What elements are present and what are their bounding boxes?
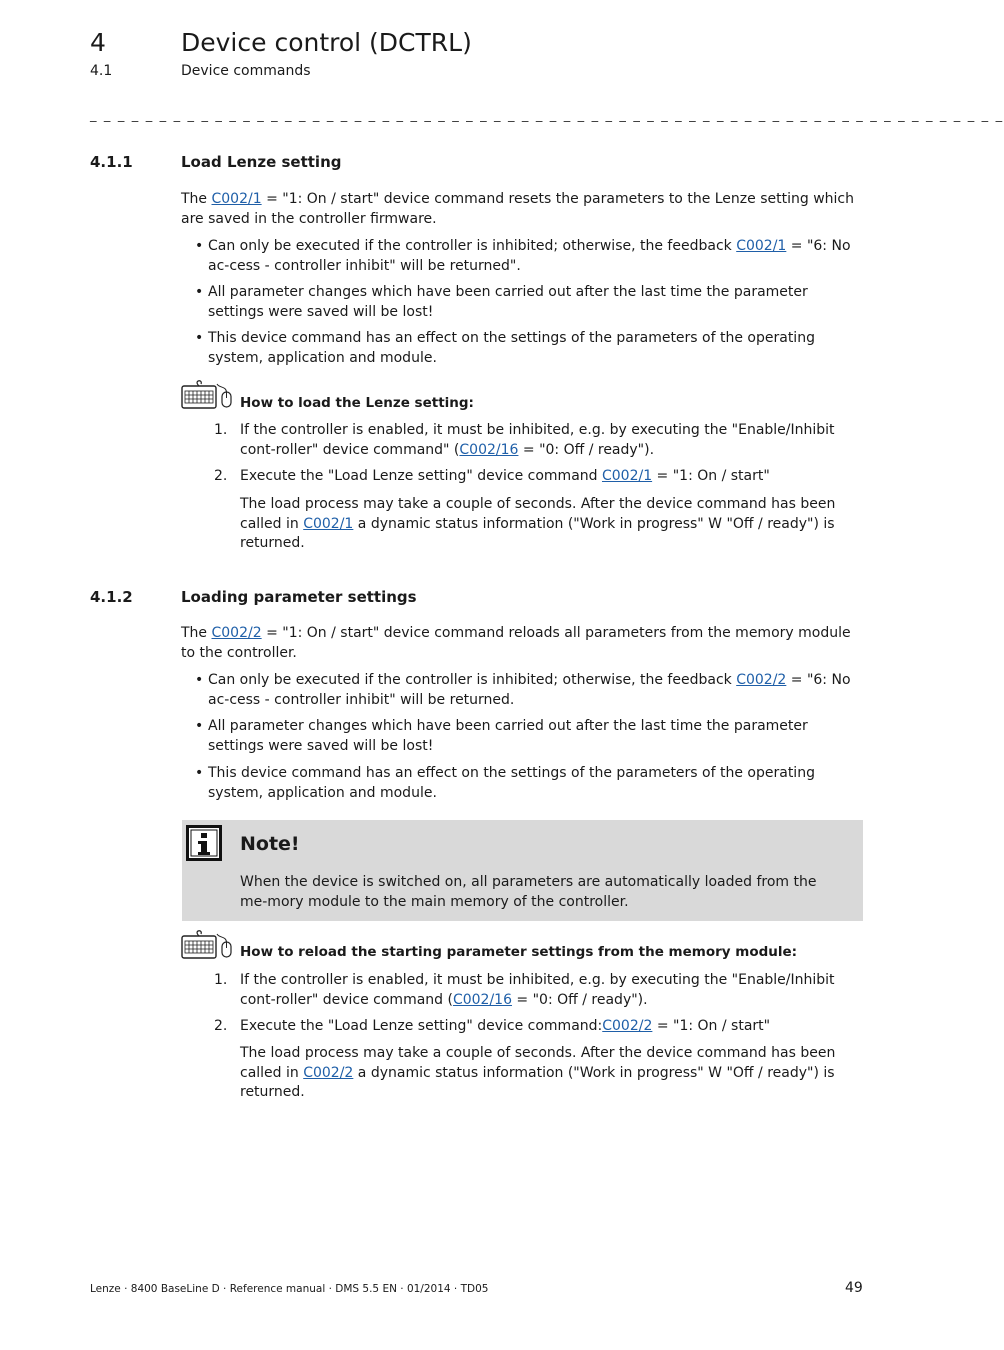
header-rule: _ _ _ _ _ _ _ _ _ _ _ _ _ _ _ _ _ _ _ _ _ _ _ _ _ _ _ _ _ _ _ _ _ _ _ _ _ _ _ _ _ _ _ _ _ _ _ _ _ _ _ _ _ _ _ _ _ _ _ _ _ _ _ _ _ _ — [90, 108, 1004, 123]
parameter-link[interactable]: C002/16 — [459, 441, 519, 458]
page-number: 49 — [845, 1280, 863, 1296]
parameter-link[interactable]: C002/1 — [601, 468, 653, 484]
parameter-link[interactable]: C002/2 — [736, 672, 787, 688]
section-number: 4.1.2 — [90, 588, 133, 606]
howto-heading: How to reload the starting parameter settings from the memory module: — [240, 944, 798, 960]
step-item: Execute the "Load Lenze setting" device command:C002/2 = "1: On / start" — [240, 1018, 771, 1034]
bullet-marker: • — [195, 330, 204, 346]
keyboard-mouse-icon — [181, 380, 233, 410]
chapter-title: Device control (DCTRL) — [181, 28, 472, 57]
step-result: The load process may take a couple of seconds. After the device command has been called in C002/1 a dynamic status information ("Work in progress" W "Off / ready") is returned. — [240, 496, 836, 551]
intro-paragraph: The C002/2 = "1: On / start" device command reloads all parameters from the memory module to the controller. — [181, 625, 851, 661]
bullet-item: All parameter changes which have been carried out after the last time the parameter settings were saved will be lost! — [208, 284, 808, 320]
bullet-item: All parameter changes which have been carried out after the last time the parameter settings were saved will be lost! — [208, 718, 808, 754]
bullet-marker: • — [195, 284, 204, 300]
page-footer: Lenze · 8400 BaseLine D · Reference manual · DMS 5.5 EN · 01/2014 · TD05 — [90, 1283, 489, 1295]
step-number: 2. — [214, 1018, 228, 1034]
step-item: Execute the "Load Lenze setting" device command C002/1 = "1: On / start" — [240, 468, 770, 484]
bullet-item: This device command has an effect on the settings of the parameters of the operating system, application and module. — [208, 330, 815, 366]
subchapter-number: 4.1 — [90, 63, 113, 79]
parameter-link[interactable]: C002/2 — [211, 625, 262, 641]
step-number: 1. — [214, 972, 228, 988]
info-icon — [186, 825, 222, 861]
subchapter-title: Device commands — [181, 63, 311, 79]
chapter-number: 4 — [90, 28, 106, 57]
step-number: 2. — [214, 468, 228, 484]
note-title: Note! — [240, 833, 300, 855]
section-title: Load Lenze setting — [181, 153, 342, 171]
step-result: The load process may take a couple of seconds. After the device command has been called in C002/2 a dynamic status information ("Work in progress" W "Off / ready") is returned. — [240, 1045, 836, 1100]
step-number: 1. — [214, 422, 228, 438]
bullet-marker: • — [195, 238, 204, 254]
intro-paragraph: The C002/1 = "1: On / start" device command resets the parameters to the Lenze setting which are saved in the controller firmware. — [181, 191, 854, 227]
parameter-link[interactable]: C002/1 — [303, 515, 354, 532]
bullet-item: Can only be executed if the controller is inhibited; otherwise, the feedback C002/2 = "6: No ac-cess - controller inhibit" will be returned. — [208, 672, 851, 708]
section-number: 4.1.1 — [90, 153, 133, 171]
bullet-item: Can only be executed if the controller is inhibited; otherwise, the feedback C002/1 = "6: No ac-cess - controller inhibit" will be returned". — [208, 238, 851, 274]
parameter-link[interactable]: C002/1 — [736, 238, 787, 254]
bullet-marker: • — [195, 718, 204, 734]
howto-heading: How to load the Lenze setting: — [240, 395, 474, 411]
parameter-link[interactable]: C002/1 — [211, 191, 262, 207]
keyboard-mouse-icon — [181, 930, 233, 960]
bullet-marker: • — [195, 672, 204, 688]
note-text: When the device is switched on, all parameters are automatically loaded from the me-mory module to the main memory of the controller. — [240, 874, 817, 910]
bullet-marker: • — [195, 765, 204, 781]
bullet-item: This device command has an effect on the settings of the parameters of the operating system, application and module. — [208, 765, 815, 801]
parameter-link[interactable]: C002/2 — [303, 1064, 354, 1081]
section-title: Loading parameter settings — [181, 588, 417, 606]
parameter-link[interactable]: C002/2 — [602, 1018, 653, 1034]
parameter-link[interactable]: C002/16 — [452, 991, 512, 1008]
step-item: If the controller is enabled, it must be inhibited, e.g. by executing the "Enable/Inhibit cont-roller" device command" (C002/16 = "0: Off / ready"). — [240, 422, 835, 458]
step-item: If the controller is enabled, it must be inhibited, e.g. by executing the "Enable/Inhibit cont-roller" device command (C002/16 = "0: Off / ready"). — [240, 972, 835, 1008]
